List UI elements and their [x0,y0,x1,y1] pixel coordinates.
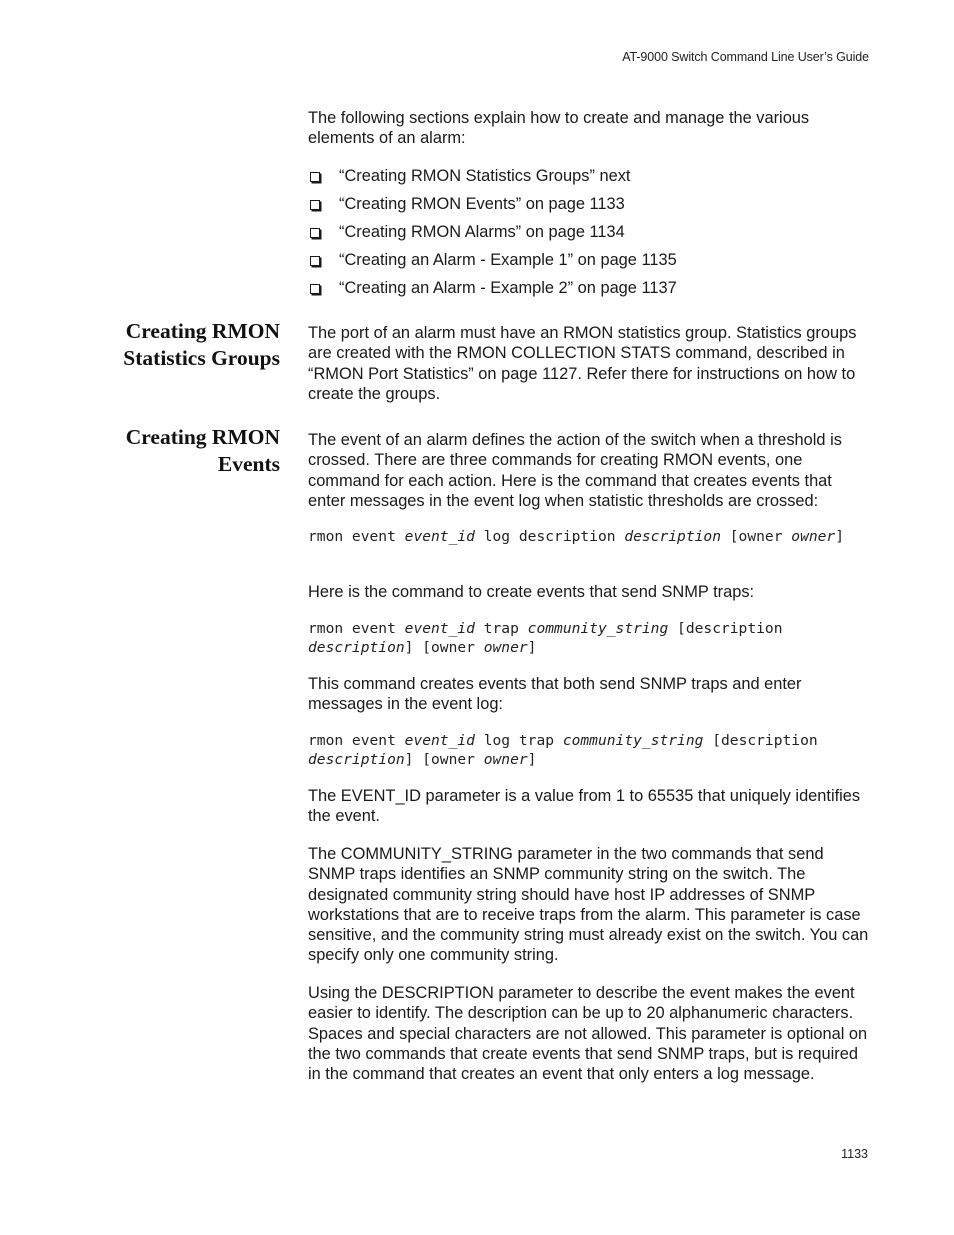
command-log-trap: rmon event event_id log trap community_string [description description] [owner owner] [308,732,827,768]
command-trap: rmon event event_id trap community_string [description description] [owner owner] [308,620,792,656]
section-heading-events: Creating RMON Events [125,425,280,476]
events-paragraph-5: The COMMUNITY_STRING parameter in the two commands that send SNMP traps identifies an SNMP community string on the switch. The designated community string should have host IP addresses of SNMP workstations that are to receive traps from the alarm. This parameter is case sensitive, and the community string must already exist on the switch. You can specify only one community string. [308,845,869,965]
list-item[interactable]: “Creating RMON Alarms” on page 1134 [308,222,870,250]
running-header: AT-9000 Switch Command Line User’s Guide [622,50,869,64]
section-heading-statistics-groups: Creating RMON Statistics Groups [123,319,280,370]
statistics-groups-paragraph: The port of an alarm must have an RMON statistics group. Statistics groups are created with the RMON COLLECTION STATS command, described in “RMON Port Statistics” on page 1127. Refer there for instructions on how to create the groups. [308,324,857,403]
section-link-list [308,166,870,306]
checkbox-bullet-icon [310,228,320,238]
events-paragraph-4: The EVENT_ID parameter is a value from 1 to 65535 that uniquely identifies the event. [308,787,861,826]
checkbox-bullet-icon [310,256,320,266]
page-number: 1133 [841,1147,868,1161]
events-paragraph-3: This command creates events that both send SNMP traps and enter messages in the event log: [308,675,802,714]
list-item[interactable]: “Creating an Alarm - Example 1” on page 1135 [308,250,870,278]
events-paragraph-6: Using the DESCRIPTION parameter to describe the event makes the event easier to identify. The description can be up to 20 alphanumeric characters. Spaces and special characters are not allowed. This parameter is optional on the two commands that create events that send SNMP traps, but is required in the command that creates an event that only enters a log message. [308,984,868,1084]
checkbox-bullet-icon [310,200,320,210]
events-paragraph-2: Here is the command to create events that send SNMP traps: [308,583,755,601]
list-item[interactable]: “Creating RMON Statistics Groups” next [308,166,870,194]
list-item[interactable]: “Creating an Alarm - Example 2” on page 1137 [308,278,870,306]
list-item[interactable]: “Creating RMON Events” on page 1133 [308,194,870,222]
events-paragraph-1: The event of an alarm defines the action of the switch when a threshold is crossed. There are three commands for creating RMON events, one command for each action. Here is the command that creates events that enter messages in the event log when statistic thresholds are crossed: [308,431,842,510]
command-log: rmon event event_id log description description [owner owner] [308,528,845,545]
intro-paragraph: The following sections explain how to create and manage the various elements of an alarm: [308,109,810,148]
checkbox-bullet-icon [310,172,320,182]
checkbox-bullet-icon [310,284,320,294]
